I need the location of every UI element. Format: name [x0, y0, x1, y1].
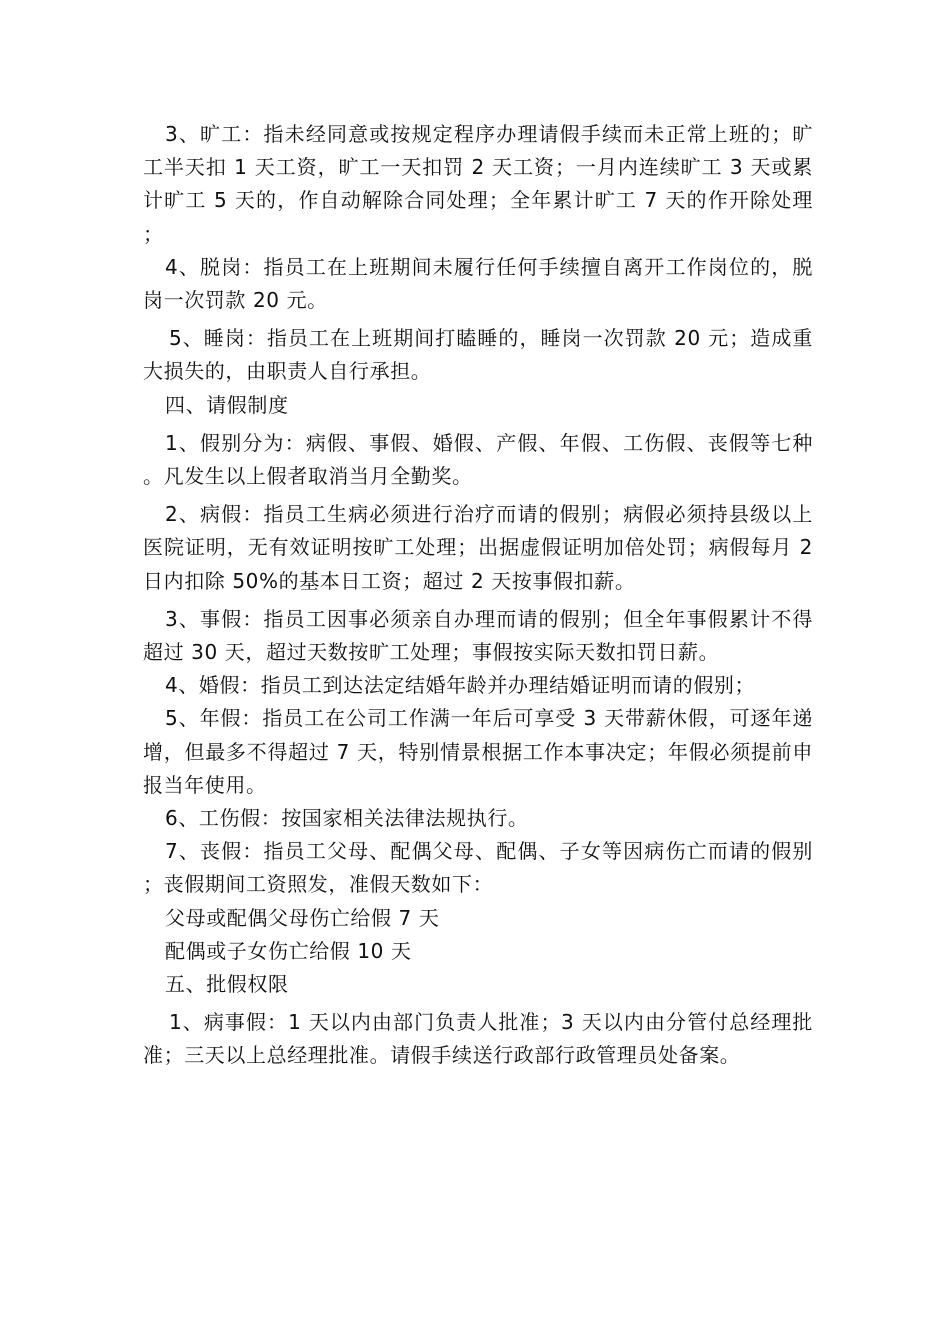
paragraph-leave-types: 1、假别分为：病假、事假、婚假、产假、年假、工伤假、丧假等七种。凡发生以上假者取消当月全勤奖。	[143, 430, 813, 489]
section-heading-leave-system: 四、请假制度	[165, 392, 289, 417]
paragraph-injury-leave: 6、工伤假：按国家相关法律法规执行。	[165, 806, 529, 831]
paragraph-bereavement-leave: 7、丧假：指员工父母、配偶父母、配偶、子女等因病伤亡而请的假别；丧假期间工资照发，准假天数如下：	[143, 839, 813, 897]
section-heading-approval-authority: 五、批假权限	[165, 972, 289, 997]
paragraph-marriage-leave: 4、婚假：指员工到达法定结婚年龄并办理结婚证明而请的假别；	[165, 673, 756, 698]
paragraph-approval-sick-personal: 1、病事假：1 天以内由部门负责人批准；3 天以内由分管付总经理批准；三天以上总经理批准。请假手续送行政部行政管理员处备案。	[143, 1010, 813, 1068]
paragraph-leaving-post: 4、脱岗：指员工在上班期间未履行任何手续擅自离开工作岗位的，脱岗一次罚款 20 元。	[143, 254, 813, 313]
paragraph-annual-leave: 5、年假：指员工在公司工作满一年后可享受 3 天带薪休假，可逐年递增，但最多不得超过 7 天，特别情景根据工作本事决定；年假必须提前申报当年使用。	[143, 706, 813, 797]
paragraph-absenteeism: 3、旷工：指未经同意或按规定程序办理请假手续而未正常上班的；旷工半天扣 1 天工资，旷工一天扣罚 2 天工资；一月内连续旷工 3 天或累计旷工 5 天的，作自动解除合同处理；全年累计旷工 7 天的作开除处理；	[143, 122, 813, 246]
paragraph-bereavement-spouse-children: 配偶或子女伤亡给假 10 天	[165, 938, 412, 963]
paragraph-bereavement-parents: 父母或配偶父母伤亡给假 7 天	[165, 905, 440, 930]
paragraph-sleeping-on-duty: 5、睡岗：指员工在上班期间打瞌睡的，睡岗一次罚款 20 元；造成重大损失的，由职责人自行承担。	[143, 326, 813, 384]
paragraph-sick-leave: 2、病假：指员工生病必须进行治疗而请的假别；病假必须持县级以上医院证明，无有效证明按旷工处理；出据虚假证明加倍处罚；病假每月 2 日内扣除 50%的基本日工资；超过 2 天按事假扣薪。	[143, 502, 813, 593]
document-body	[143, 118, 813, 1073]
paragraph-personal-leave: 3、事假：指员工因事必须亲自办理而请的假别；但全年事假累计不得超过 30 天，超过天数按旷工处理；事假按实际天数扣罚日薪。	[143, 606, 813, 665]
